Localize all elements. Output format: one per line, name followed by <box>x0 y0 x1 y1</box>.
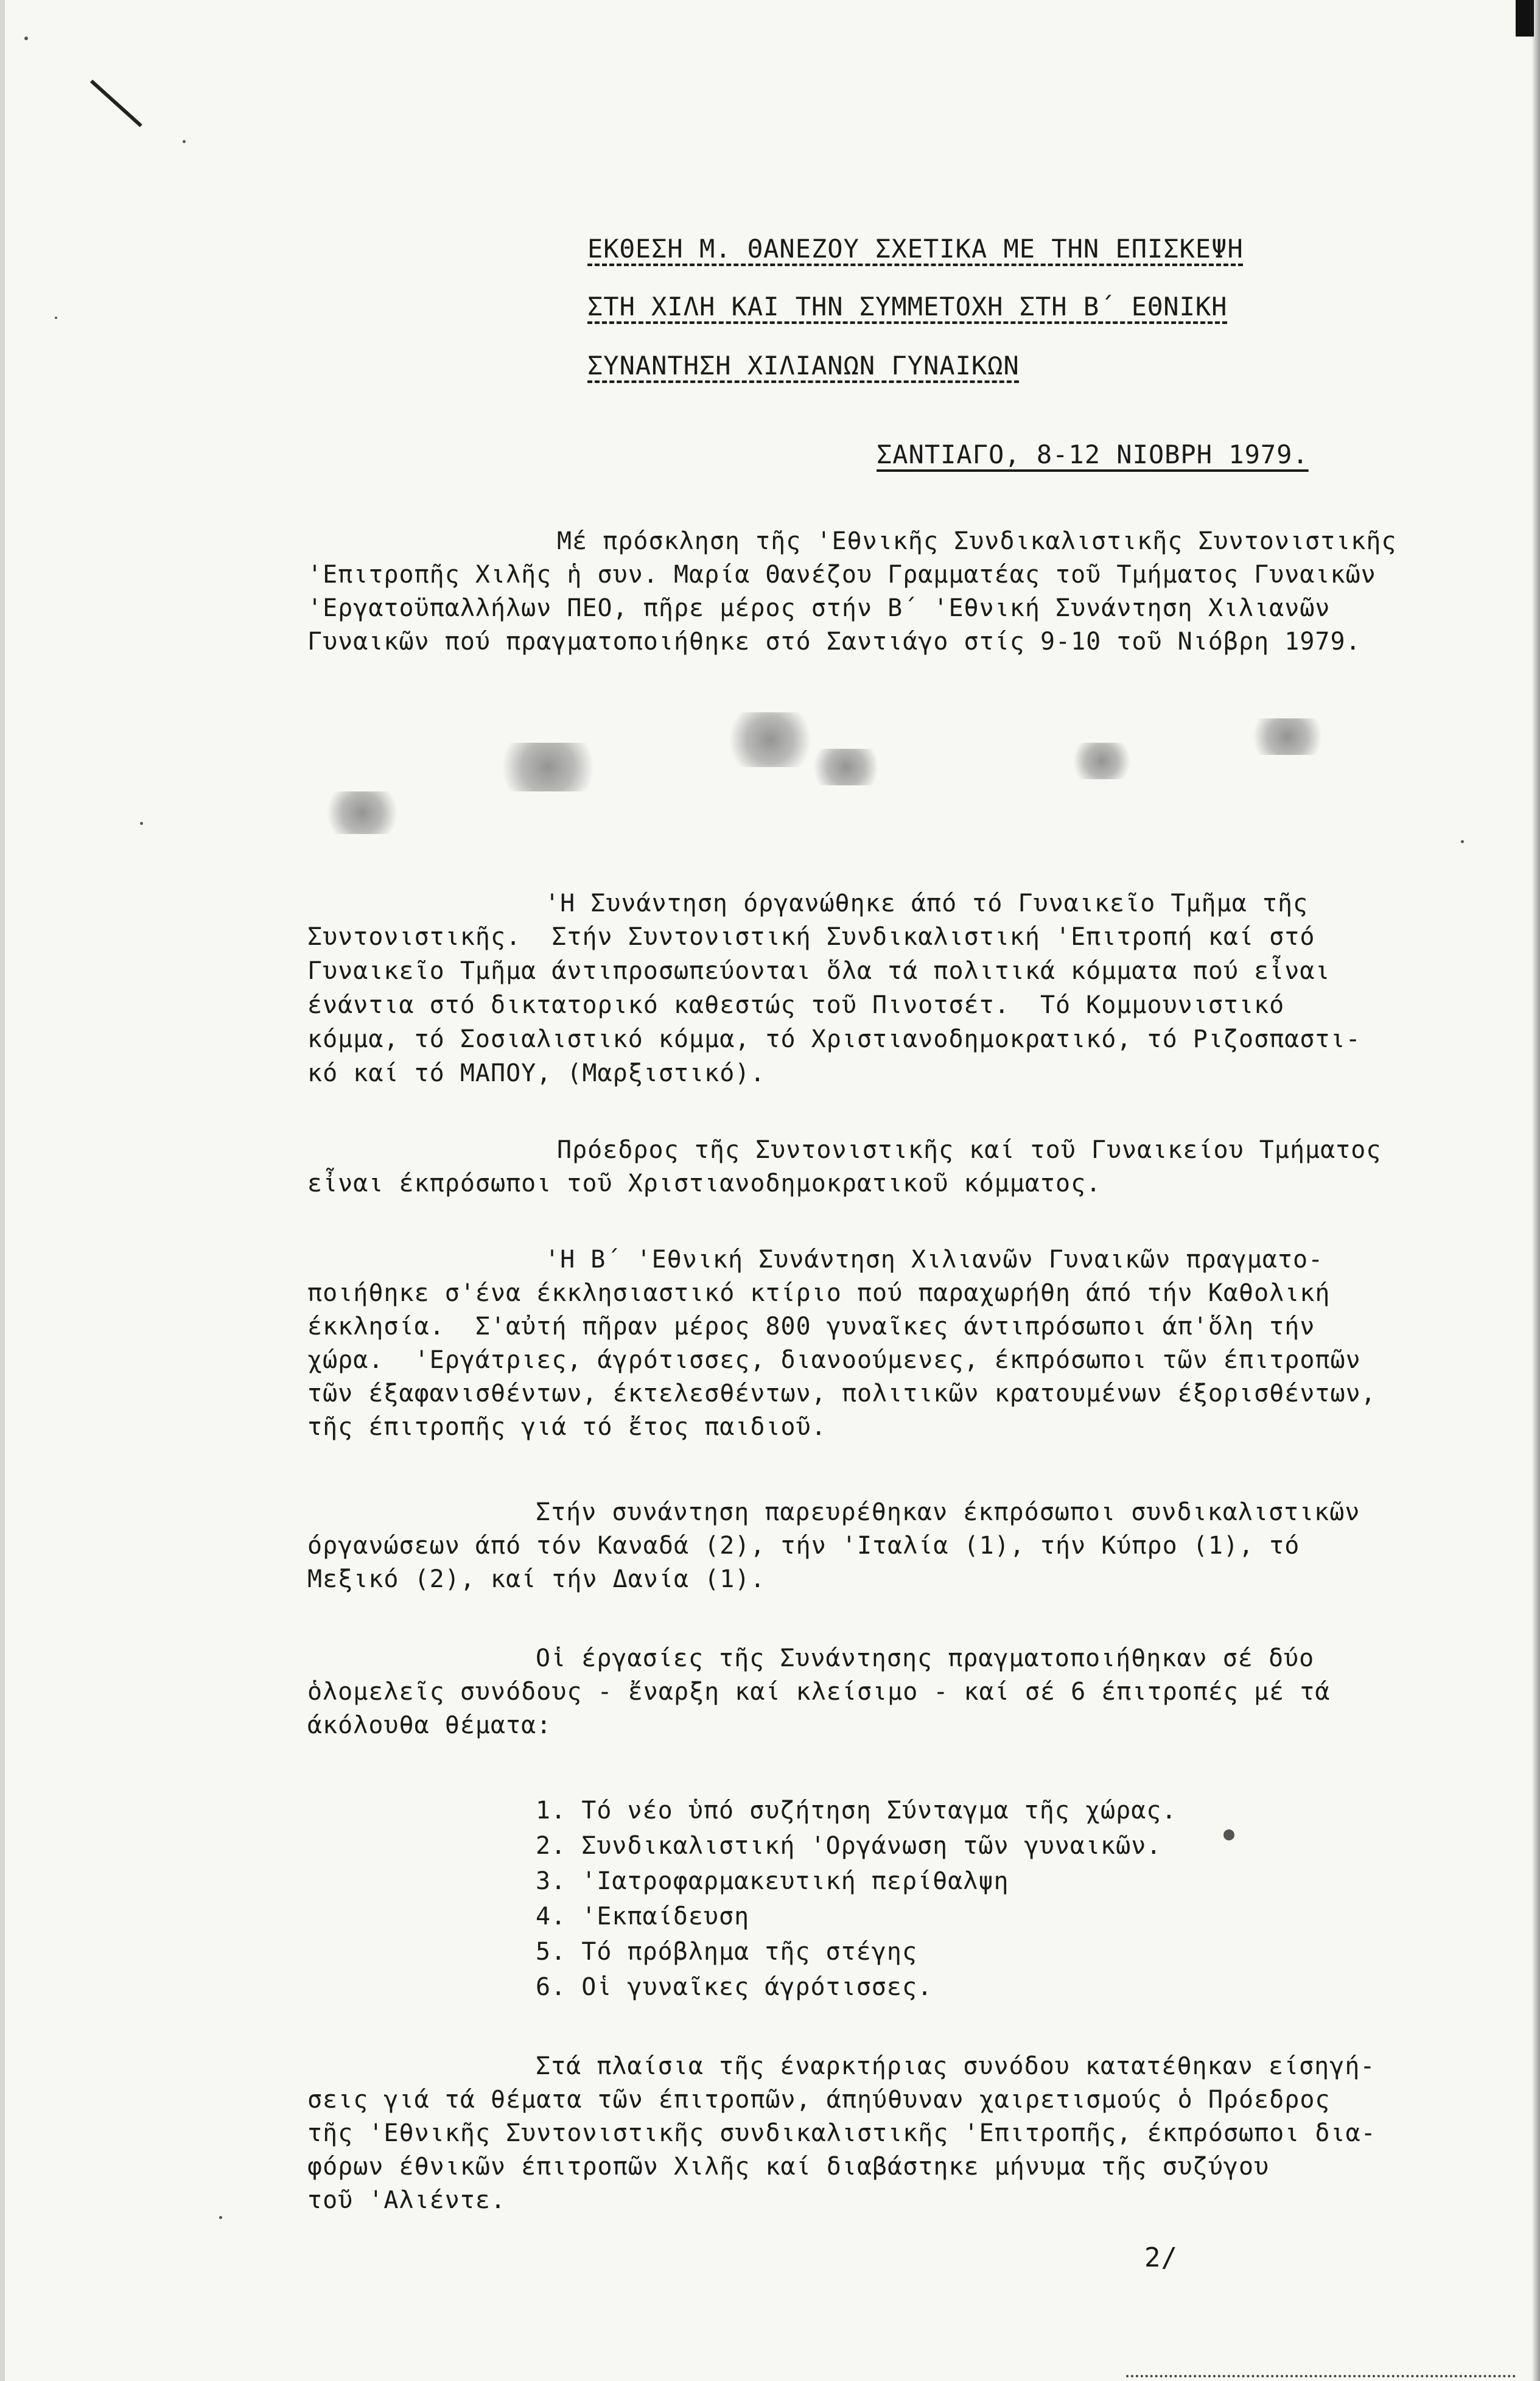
paragraph-7-line: τοῦ 'Αλιέντε. <box>307 2186 506 2214</box>
report-title-line-1: ΕΚΘΕΣΗ Μ. ΘΑΝΕΖΟΥ ΣΧΕΤΙΚΑ ΜΕ ΤΗΝ ΕΠΙΣΚΕΨΗ <box>587 234 1244 264</box>
paragraph-3-line: Πρόεδρος τῆς Συντονιστικῆς καί τοῦ Γυναικείου Τμήματος <box>557 1136 1382 1164</box>
paragraph-5-line: όργανώσεων άπό τόν Καναδά (2), τήν 'Ιταλία (1), τήν Κύπρο (1), τό <box>307 1532 1300 1560</box>
place-date: ΣΑΝΤΙΑΓΟ, 8-12 ΝΙΟΒΡΗ 1979. <box>877 440 1309 469</box>
scan-speck <box>219 2216 222 2219</box>
ink-smudge <box>1065 743 1138 779</box>
topic-item: 3. 'Ιατροφαρμακευτική περίθαλψη <box>536 1867 1009 1895</box>
paragraph-2-line: Συντονιστικῆς. Στήν Συντονιστική Συνδικαλιστική 'Επιτροπή καί στό <box>307 923 1315 951</box>
paragraph-4-line: τῶν έξαφανισθέντων, έκτελεσθέντων, πολιτικῶν κρατουμένων έξορισθέντων, <box>307 1380 1376 1408</box>
topic-item: 1. Τό νέο ὑπό συζήτηση Σύνταγμα τῆς χώρας. <box>536 1797 1177 1825</box>
paragraph-2-line: κό καί τό ΜΑΠΟΥ, (Μαρξιστικό). <box>307 1059 766 1087</box>
paragraph-6-line: ὁλομελεῖς συνόδους - ἔναρξη καί κλείσιμο - καί σέ 6 έπιτροπές μέ τά <box>307 1678 1331 1706</box>
page-marker: 2/ <box>1144 2242 1178 2273</box>
paragraph-2-line: ένάντια στό δικτατορικό καθεστώς τοῦ Πινοτσέτ. Τό Κομμουνιστικό <box>307 991 1285 1019</box>
report-title-line-3: ΣΥΝΑΝΤΗΣΗ ΧΙΛΙΑΝΩΝ ΓΥΝΑΙΚΩΝ <box>587 351 1020 380</box>
paragraph-1-line: Γυναικῶν πού πραγματοποιήθηκε στό Σαντιάγο στίς 9-10 τοῦ Νιόβρη 1979. <box>307 628 1361 656</box>
ink-smudge <box>317 791 408 834</box>
paragraph-1-line: 'Επιτροπῆς Χιλῆς ἡ συν. Μαρία Θανέζου Γραμματέας τοῦ Τμήματος Γυναικῶν <box>307 561 1376 589</box>
paragraph-7-line: φόρων έθνικῶν έπιτροπῶν Χιλῆς καί διαβάστηκε μήνυμα τῆς συζύγου <box>307 2153 1270 2181</box>
paragraph-6-line: άκόλουθα θέματα: <box>307 1711 552 1739</box>
scan-speck <box>55 317 57 319</box>
pen-stroke-mark <box>90 80 142 127</box>
topic-item: 4. 'Εκπαίδευση <box>536 1902 750 1930</box>
topic-item: 5. Τό πρόβλημα τῆς στέγης <box>536 1938 918 1966</box>
paragraph-5-line: Μεξικό (2), καί τήν Δανία (1). <box>307 1565 766 1593</box>
scan-speck <box>24 37 28 40</box>
scan-corner-mark <box>1516 0 1534 37</box>
scan-speck <box>1223 1829 1234 1840</box>
paragraph-1-line: Μέ πρόσκληση τῆς 'Εθνικῆς Συνδικαλιστικῆς Συντονιστικῆς <box>557 527 1397 555</box>
scan-speck <box>140 822 143 825</box>
topic-item: 2. Συνδικαλιστική 'Οργάνωση τῶν γυναικῶν. <box>536 1832 1162 1860</box>
ink-smudge <box>487 743 609 791</box>
paragraph-4-line: έκκλησία. Σ'αὐτή πῆραν μέρος 800 γυναῖκες άντιπρόσωποι άπ'ὅλη τήν <box>307 1313 1315 1341</box>
paragraph-2-line: Γυναικεῖο Τμῆμα άντιπροσωπεύονται ὅλα τά πολιτικά κόμματα πού εἶναι <box>307 957 1331 985</box>
paragraph-2-line: κόμμα, τό Σοσιαλιστικό κόμμα, τό Χριστιανοδημοκρατικό, τό Ριζοσπαστι- <box>307 1025 1361 1053</box>
paragraph-5-line: Στήν συνάντηση παρευρέθηκαν έκπρόσωποι συνδικαλιστικῶν <box>536 1498 1360 1526</box>
ink-smudge <box>1242 718 1333 755</box>
paragraph-3-line: εἶναι έκπρόσωποι τοῦ Χριστιανοδημοκρατικοῦ κόμματος. <box>307 1169 1102 1198</box>
scan-speck <box>183 140 186 143</box>
topic-item: 6. Οἱ γυναῖκες άγρότισσες. <box>536 1973 933 2001</box>
scan-speck <box>1461 840 1464 843</box>
paragraph-7-line: Στά πλαίσια τῆς έναρκτήριας συνόδου κατατέθηκαν είσηγή- <box>536 2052 1376 2080</box>
paragraph-4-line: τῆς έπιτροπῆς γιά τό ἔτος παιδιοῦ. <box>307 1413 827 1441</box>
paragraph-4-line: 'Η Β΄ 'Εθνική Συνάντηση Χιλιανῶν Γυναικῶν πραγματο- <box>545 1246 1324 1274</box>
scan-right-edge <box>1531 0 1540 2381</box>
paragraph-6-line: Οἱ έργασίες τῆς Συνάντησης πραγματοποιήθηκαν σέ δύο <box>536 1644 1315 1672</box>
report-title-line-2: ΣΤΗ ΧΙΛΗ ΚΑΙ ΤΗΝ ΣΥΜΜΕΤΟΧΗ ΣΤΗ Β΄ ΕΘΝΙΚΗ <box>587 292 1228 321</box>
ink-smudge <box>803 749 889 785</box>
paragraph-2-line: 'Η Συνάντηση όργανώθηκε άπό τό Γυναικεῖο Τμῆμα τῆς <box>545 889 1309 917</box>
paragraph-4-line: ποιήθηκε σ'ένα έκκλησιαστικό κτίριο πού παραχωρήθη άπό τήν Καθολική <box>307 1279 1331 1307</box>
paragraph-1-line: 'Εργατοϋπαλλήλων ΠΕΟ, πῆρε μέρος στήν Β΄ 'Εθνική Συνάντηση Χιλιανῶν <box>307 594 1331 622</box>
scan-left-edge <box>0 0 5 2381</box>
paragraph-7-line: σεις γιά τά θέματα τῶν έπιτροπῶν, άπηύθυναν χαιρετισμούς ὁ Πρόεδρος <box>307 2086 1331 2114</box>
scan-bottom-dashes <box>1126 2372 1516 2377</box>
paragraph-7-line: τῆς 'Εθνικῆς Συντονιστικῆς συνδικαλιστικῆς 'Επιτροπῆς, έκπρόσωποι δια- <box>307 2119 1376 2147</box>
paragraph-4-line: χώρα. 'Εργάτριες, άγρότισσες, διανοούμενες, έκπρόσωποι τῶν έπιτροπῶν <box>307 1346 1361 1374</box>
